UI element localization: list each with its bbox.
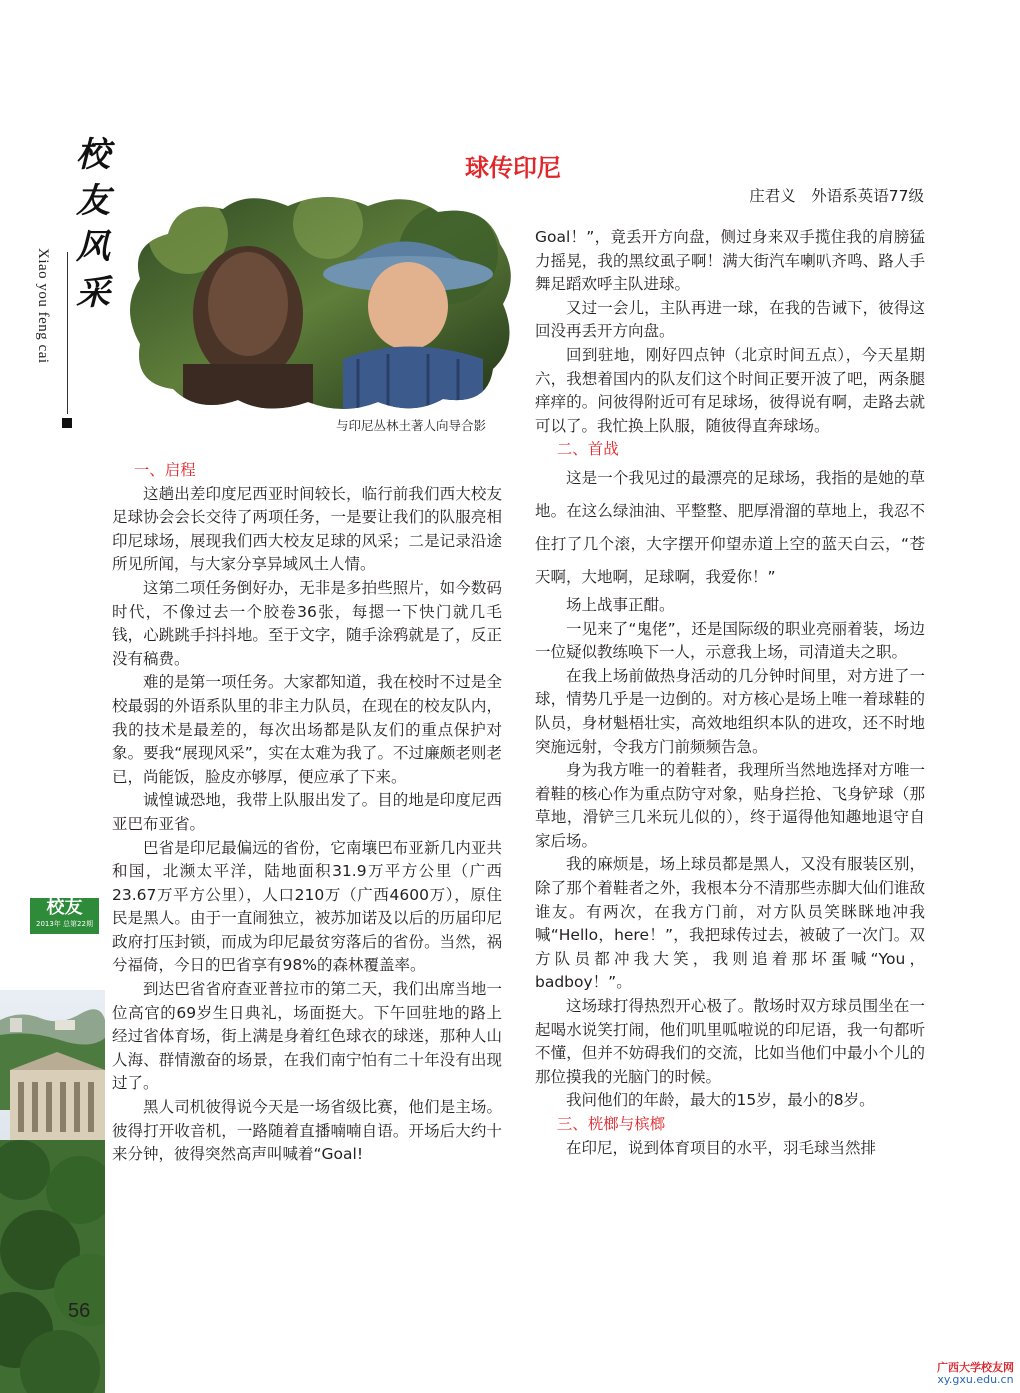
article-title: 球传印尼 <box>465 154 561 182</box>
section-heading: 一、启程 <box>133 461 196 479</box>
campus-photo <box>0 990 105 1393</box>
paragraph: 我的麻烦是，场上球员都是黑人，又没有服装区别，除了那个着鞋者之外，我根本分不清那些赤脚大仙们谁敌谁友。有两次，在我方门前，对方队员笑眯眯地冲我喊“Hello，here！”，我把球传过去，被破了一次门。双方队员都冲我大笑，我则追着那坏蛋喊“You，badboy！”。 <box>535 855 925 992</box>
paragraph: 在印尼，说到体育项目的水平，羽毛球当然排 <box>566 1138 877 1157</box>
paragraph: 场上战事正酣。 <box>566 595 675 614</box>
magazine-badge <box>30 898 99 934</box>
paragraph: 回到驻地，刚好四点钟（北京时间五点），今天星期六，我想着国内的队友们这个时间正要开波了吧，两条腿痒痒的。问彼得附近可有足球场，彼得说有啊，走路去就可以了。我忙换上队服，随彼得直奔球场。 <box>535 345 925 435</box>
paragraph: 这趟出差印度尼西亚时间较长，临行前我们西大校友足球协会会长交待了两项任务，一是要让我们的队服亮相印尼球场，展现我们西大校友足球的风采；二是记录沿途所见所闻，与大家分享异域风土人情。 <box>112 484 502 574</box>
paragraph: 诚惶诚恐地，我带上队服出发了。目的地是印度尼西亚巴布亚省。 <box>112 791 502 833</box>
article-column-left <box>112 459 502 1167</box>
paragraph: Goal！”，竟丢开方向盘，侧过身来双手揽住我的肩膀猛力摇晃，我的黑纹虱子啊！满大街汽车喇叭齐鸣、路人手舞足蹈欢呼主队进球。 <box>535 228 925 294</box>
section-title-vertical <box>70 132 116 316</box>
paragraph: 这场球打得热烈开心极了。散场时双方球员围坐在一起喝水说笑打闹，他们叽里呱啦说的印尼语，我一句都听不懂，但并不妨碍我们的交流，比如当他们中最小个儿的那位摸我的光脑门的时候。 <box>535 997 925 1086</box>
paragraph: 难的是第一项任务。大家都知道，我在校时不过是全校最弱的外语系队里的非主力队员，在现在的校友队内，我的技术是最差的，每次出场都是队友们的重点保护对象。要我“展现风采”，实在太难为我了。不过廉颇老则老已，尚能饭，脸皮亦够厚，便应承了下来。 <box>112 673 502 786</box>
badge-title: 校友 <box>46 897 83 918</box>
paragraph: 到达巴省省府查亚普拉市的第二天，我们出席当地一位高官的69岁生日典礼，场面挺大。下午回驻地的路上经过省体育场，街上满是身着红色球衣的球迷，那种人山人海、群情激奋的场景，在我们南宁怕有二十年没有出现过了。 <box>112 980 502 1093</box>
section-title-char: 风 <box>76 227 110 267</box>
paragraph: 这第二项任务倒好办，无非是多拍些照片，如今数码时代，不像过去一个胶卷36张，每摁一下快门就几毛钱，心跳跳手抖抖地。至于文字，随手涂鸦就是了，反正没有稿费。 <box>112 578 502 668</box>
paragraph: 身为我方唯一的着鞋者，我理所当然地选择对方唯一着鞋的核心作为重点防守对象，贴身拦抢、飞身铲球（那草地，滑铲三几米玩儿似的），终于逼得他知趣地退守自家后场。 <box>535 761 925 850</box>
paragraph: 又过一会儿，主队再进一球，在我的告诫下，彼得这回没再丢开方向盘。 <box>535 298 925 341</box>
footer-site-name: 广西大学校友网 <box>937 1361 1014 1374</box>
sidebar-divider <box>67 252 68 414</box>
section-heading: 三、桄榔与槟榔 <box>556 1115 666 1133</box>
page-number: 56 <box>68 1300 91 1322</box>
badge-issue: 2013年 总第22期 <box>36 920 93 928</box>
article-photo <box>128 194 513 412</box>
section-title-char: 校 <box>76 135 110 175</box>
paragraph: 这是一个我见过的最漂亮的足球场，我指的是她的草地。在这么绿油油、平整整、肥厚滑溜的草地上，我忍不住打了几个滚，大字摆开仰望赤道上空的蓝天白云，“苍天啊，大地啊，足球啊，我爱你！” <box>535 468 925 586</box>
paragraph: 在我上场前做热身活动的几分钟时间里，对方进了一球，情势几乎是一边倒的。对方核心是场上唯一着球鞋的队员，身材魁梧壮实，高效地组织本队的进攻，还不时地突施远射，令我方门前频频告急。 <box>535 666 925 756</box>
article-column-right <box>535 226 925 1160</box>
section-pinyin: Xiao you feng cai <box>35 248 51 364</box>
paragraph: 巴省是印尼最偏远的省份，它南壤巴布亚新几内亚共和国，北濒太平洋，陆地面积31.9万平方公里（广西23.67万平方公里），人口210万（广西4600万），原住民是黑人。由于一直闹独立，被苏加诺及以后的历届印尼政府打压封锁，而成为印尼最贫穷落后的省份。当然，祸兮福倚，今日的巴省享有98%的森林覆盖率。 <box>112 838 502 975</box>
section-title-char: 友 <box>76 181 110 221</box>
paragraph: 我问他们的年龄，最大的15岁，最小的8岁。 <box>566 1091 875 1110</box>
footer-url: xy.gxu.edu.cn <box>937 1373 1014 1386</box>
paragraph: 黑人司机彼得说今天是一场省级比赛，他们是主场。彼得打开收音机，一路随着直播喃喃自语。开场后大约十来分钟，彼得突然高声叫喊着“Goal! <box>112 1098 502 1164</box>
article-author: 庄君义 外语系英语77级 <box>749 187 924 205</box>
section-heading: 二、首战 <box>556 440 619 459</box>
photo-caption: 与印尼丛林土著人向导合影 <box>336 418 487 433</box>
sidebar-marker <box>62 418 72 428</box>
footer-logo <box>937 1362 1014 1386</box>
paragraph: 一见来了“鬼佬”，还是国际级的职业亮丽着装，场边一位疑似教练唤下一人，示意我上场，司清道夫之职。 <box>535 619 925 662</box>
section-title-char: 采 <box>76 273 110 313</box>
